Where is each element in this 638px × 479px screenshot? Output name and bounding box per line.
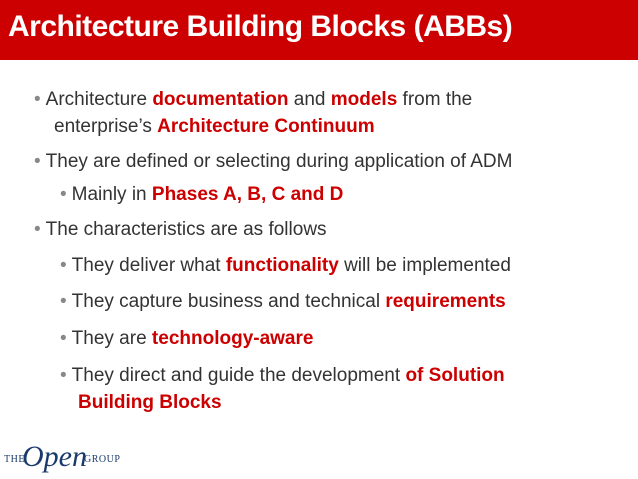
sub-bullet-3 (60, 290, 506, 314)
bullet-1-continuation (54, 115, 375, 139)
bullet-text: Mainly in (71, 184, 152, 205)
sub-bullet-1 (60, 183, 343, 207)
bullet-text: will be implemented (338, 255, 511, 276)
bullet-text: They capture business and technical (71, 291, 386, 312)
highlight-text: requirements (385, 291, 506, 312)
bullet-text: Architecture (45, 89, 153, 110)
highlight-text: technology-aware (151, 328, 314, 349)
bullet-text: and (288, 89, 331, 110)
highlight-text: Phases A, B, C and D (151, 184, 344, 205)
slide-title: Architecture Building Blocks (ABBs) (8, 10, 513, 43)
bullet-text: enterprise’s (54, 116, 158, 137)
sub-bullet-5-continuation (78, 391, 222, 415)
bullet-text: The characteristics are as follows (45, 219, 327, 240)
bullet-1 (34, 88, 472, 112)
highlight-text: Architecture Continuum (157, 116, 375, 137)
bullet-3 (34, 218, 327, 242)
highlight-text: Building Blocks (78, 392, 222, 413)
bullet-dot: • (34, 219, 41, 240)
bullet-text: They are defined or selecting during application of ADM (45, 151, 513, 172)
sub-bullet-5 (60, 364, 505, 388)
bullet-dot: • (60, 255, 67, 276)
bullet-dot: • (60, 184, 67, 205)
highlight-text: functionality (225, 255, 339, 276)
bullet-2 (34, 150, 512, 174)
logo-the: THE (4, 454, 25, 465)
bullet-dot: • (60, 365, 67, 386)
logo-group: GROUP (84, 454, 121, 465)
highlight-text: documentation (152, 89, 289, 110)
highlight-text: of Solution (405, 365, 505, 386)
bullet-text: They direct and guide the development (71, 365, 406, 386)
logo-open: Open (22, 440, 87, 473)
open-group-logo (4, 440, 144, 476)
highlight-text: models (330, 89, 398, 110)
title-bar (0, 0, 638, 60)
bullet-text: They deliver what (71, 255, 226, 276)
bullet-dot: • (34, 151, 41, 172)
bullet-text: from the (397, 89, 473, 110)
bullet-dot: • (60, 291, 67, 312)
bullet-text: They are (71, 328, 152, 349)
bullet-dot: • (34, 89, 41, 110)
bullet-dot: • (60, 328, 67, 349)
sub-bullet-2 (60, 254, 511, 278)
sub-bullet-4 (60, 327, 313, 351)
